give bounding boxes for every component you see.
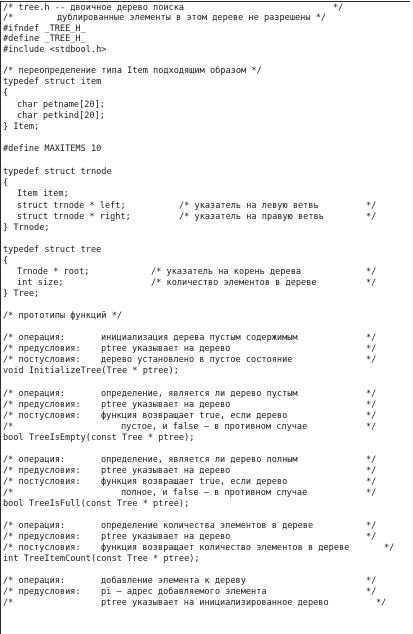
code-text: /*: [3, 422, 14, 432]
code-line: [3, 88, 409, 99]
code-text: char petname[20];: [17, 100, 105, 110]
code-comment-segment: /* количество элементов в дереве: [151, 278, 317, 288]
code-line: [3, 400, 409, 411]
code-line: [3, 111, 409, 122]
code-line: [3, 521, 409, 532]
code-line: [3, 234, 409, 245]
code-comment-segment: /* указатель на правую ветвь: [179, 212, 324, 222]
code-listing: [3, 3, 409, 633]
code-comment-segment: определение, является ли дерево пустым: [101, 389, 298, 399]
code-line: [3, 155, 409, 166]
code-line: [3, 77, 409, 88]
code-line: [3, 333, 409, 344]
code-comment-segment: */: [366, 389, 377, 399]
code-text: /* постусловия:: [3, 543, 81, 553]
code-line: [3, 55, 409, 66]
code-line: [3, 34, 409, 45]
code-text: /* операция:: [3, 521, 66, 531]
code-comment-segment: ptree указывает на дерево: [101, 400, 231, 410]
code-comment-segment: */: [366, 400, 377, 410]
code-text: /* предусловия:: [3, 587, 81, 597]
code-comment-segment: */: [366, 466, 377, 476]
code-line: [3, 366, 409, 377]
code-line: [3, 167, 409, 178]
code-comment-segment: */: [366, 532, 377, 542]
code-line: [3, 144, 409, 155]
code-comment-segment: */: [333, 3, 344, 13]
code-comment-segment: pi – адрес добавляемого элемента: [101, 587, 267, 597]
code-text: /* tree.h -- двоичное дерево поиска: [3, 3, 185, 13]
code-line: [3, 477, 409, 488]
code-text: } Item;: [3, 122, 40, 132]
code-comment-segment: ptree указывает на инициализированное дерево: [101, 598, 329, 608]
code-line: [3, 411, 409, 422]
code-text: typedef struct trnode: [3, 167, 112, 177]
code-comment-segment: пустое, и false – в противном случае: [121, 422, 308, 432]
code-line: [3, 212, 409, 223]
code-line: [3, 598, 409, 609]
code-line: [3, 510, 409, 521]
code-comment-segment: инициализация дерева пустым содержимым: [101, 333, 298, 343]
code-comment-segment: */: [366, 344, 377, 354]
code-text: {: [3, 88, 9, 98]
code-line: [3, 422, 409, 433]
code-text: #define _TREE_H_: [3, 34, 86, 44]
code-text: {: [3, 256, 9, 266]
code-line: [3, 201, 409, 212]
code-comment-segment: ptree указывает на дерево: [101, 466, 231, 476]
code-text: /* предусловия:: [3, 400, 81, 410]
code-text: } Trnode;: [3, 223, 50, 233]
code-line: [3, 433, 409, 444]
code-line: [3, 133, 409, 144]
code-comment-segment: */: [366, 201, 377, 211]
code-comment-segment: определение количества элементов в дереве: [101, 521, 314, 531]
code-line: [3, 256, 409, 267]
code-text: /* прототипы функций */: [3, 311, 122, 321]
code-line: [3, 267, 409, 278]
code-line: [3, 189, 409, 200]
code-comment-segment: функция возвращает количество элементов в дереве: [101, 543, 350, 553]
code-line: [3, 300, 409, 311]
code-text: bool TreeIsEmpty(const Tree * ptree);: [3, 433, 195, 443]
code-comment-segment: */: [366, 477, 377, 487]
code-comment-segment: */: [366, 576, 377, 586]
code-text: {: [3, 178, 9, 188]
code-comment-segment: */: [366, 212, 377, 222]
code-comment-segment: дерево установлено в пустое состояние: [101, 355, 293, 365]
code-text: /* постусловия:: [3, 411, 81, 421]
code-text: struct trnode * right;: [17, 212, 131, 222]
code-text: /* предусловия:: [3, 532, 81, 542]
code-text: /* предусловия:: [3, 344, 81, 354]
code-line: [3, 576, 409, 587]
code-text: /*: [3, 13, 14, 23]
code-line: [3, 311, 409, 322]
code-line: [3, 444, 409, 455]
code-text: typedef struct tree: [3, 245, 102, 255]
code-line: [3, 488, 409, 499]
code-comment-segment: */: [366, 355, 377, 365]
code-line: [3, 344, 409, 355]
code-line: [3, 466, 409, 477]
code-comment-segment: */: [366, 455, 377, 465]
code-comment-segment: */: [366, 587, 377, 597]
top-rule: [0, 1, 410, 2]
code-line: [3, 565, 409, 576]
code-comment-segment: полное, и false – в противном случае: [121, 488, 308, 498]
code-text: /*: [3, 488, 14, 498]
code-comment-segment: */: [366, 267, 377, 277]
code-text: struct trnode * left;: [17, 201, 126, 211]
code-comment-segment: /* указатель на левую ветвь: [179, 201, 319, 211]
code-comment-segment: */: [376, 598, 387, 608]
code-text: #ifndef _TREE_H_: [3, 24, 86, 34]
code-text: bool TreeIsFull(const Tree * ptree);: [3, 499, 190, 509]
code-line: [3, 223, 409, 234]
code-comment-segment: */: [384, 543, 395, 553]
code-text: char petkind[20];: [17, 111, 105, 121]
code-comment-segment: */: [366, 278, 377, 288]
code-line: [3, 122, 409, 133]
code-comment-segment: /* указатель на корень дерева: [151, 267, 302, 277]
code-comment-segment: */: [366, 411, 377, 421]
code-text: /* переопределение типа Item подходящим образом */: [3, 66, 262, 76]
code-comment-segment: функция возвращает true, если дерево: [101, 477, 288, 487]
code-text: Trnode * root;: [17, 267, 90, 277]
code-text: /* постусловия:: [3, 477, 81, 487]
code-line: [3, 355, 409, 366]
code-comment-segment: функция возвращает true, если дерево: [101, 411, 288, 421]
code-text: /* операция:: [3, 455, 66, 465]
code-text: #define MAXITEMS 10: [3, 144, 102, 154]
code-comment-segment: добавление элемента к дереву: [101, 576, 246, 586]
code-line: [3, 100, 409, 111]
code-comment-segment: */: [366, 422, 377, 432]
code-text: void InitializeTree(Tree * ptree);: [3, 366, 179, 376]
code-line: [3, 278, 409, 289]
code-line: [3, 322, 409, 333]
code-text: int size;: [17, 278, 64, 288]
code-line: [3, 543, 409, 554]
code-line: [3, 587, 409, 598]
code-line: [3, 455, 409, 466]
code-comment-segment: дублированные элементы в этом дереве не разрешены */: [57, 13, 327, 23]
code-text: /* операция:: [3, 333, 66, 343]
code-text: #include <stdbool.h>: [3, 45, 107, 55]
code-comment-segment: */: [366, 521, 377, 531]
code-comment-segment: */: [366, 333, 377, 343]
code-line: [3, 377, 409, 388]
left-rule: [0, 1, 1, 634]
code-line: [3, 178, 409, 189]
code-comment-segment: определение, является ли дерево полным: [101, 455, 298, 465]
code-text: Item item;: [17, 189, 69, 199]
code-comment-segment: ptree указывает на дерево: [101, 344, 231, 354]
code-line: [3, 389, 409, 400]
code-line: [3, 13, 409, 24]
code-comment-segment: ptree указывает на дерево: [101, 532, 231, 542]
code-line: [3, 499, 409, 510]
code-text: int TreeItemCount(const Tree * ptree);: [3, 554, 200, 564]
code-comment-segment: */: [366, 488, 377, 498]
code-line: [3, 532, 409, 543]
code-text: } Tree;: [3, 289, 40, 299]
code-line: [3, 66, 409, 77]
code-text: /* постусловия:: [3, 355, 81, 365]
code-line: [3, 554, 409, 565]
code-text: typedef struct item: [3, 77, 102, 87]
code-text: /*: [3, 598, 14, 608]
code-text: /* предусловия:: [3, 466, 81, 476]
code-text: /* операция:: [3, 389, 66, 399]
code-text: /* операция:: [3, 576, 66, 586]
code-line: [3, 289, 409, 300]
code-line: [3, 245, 409, 256]
